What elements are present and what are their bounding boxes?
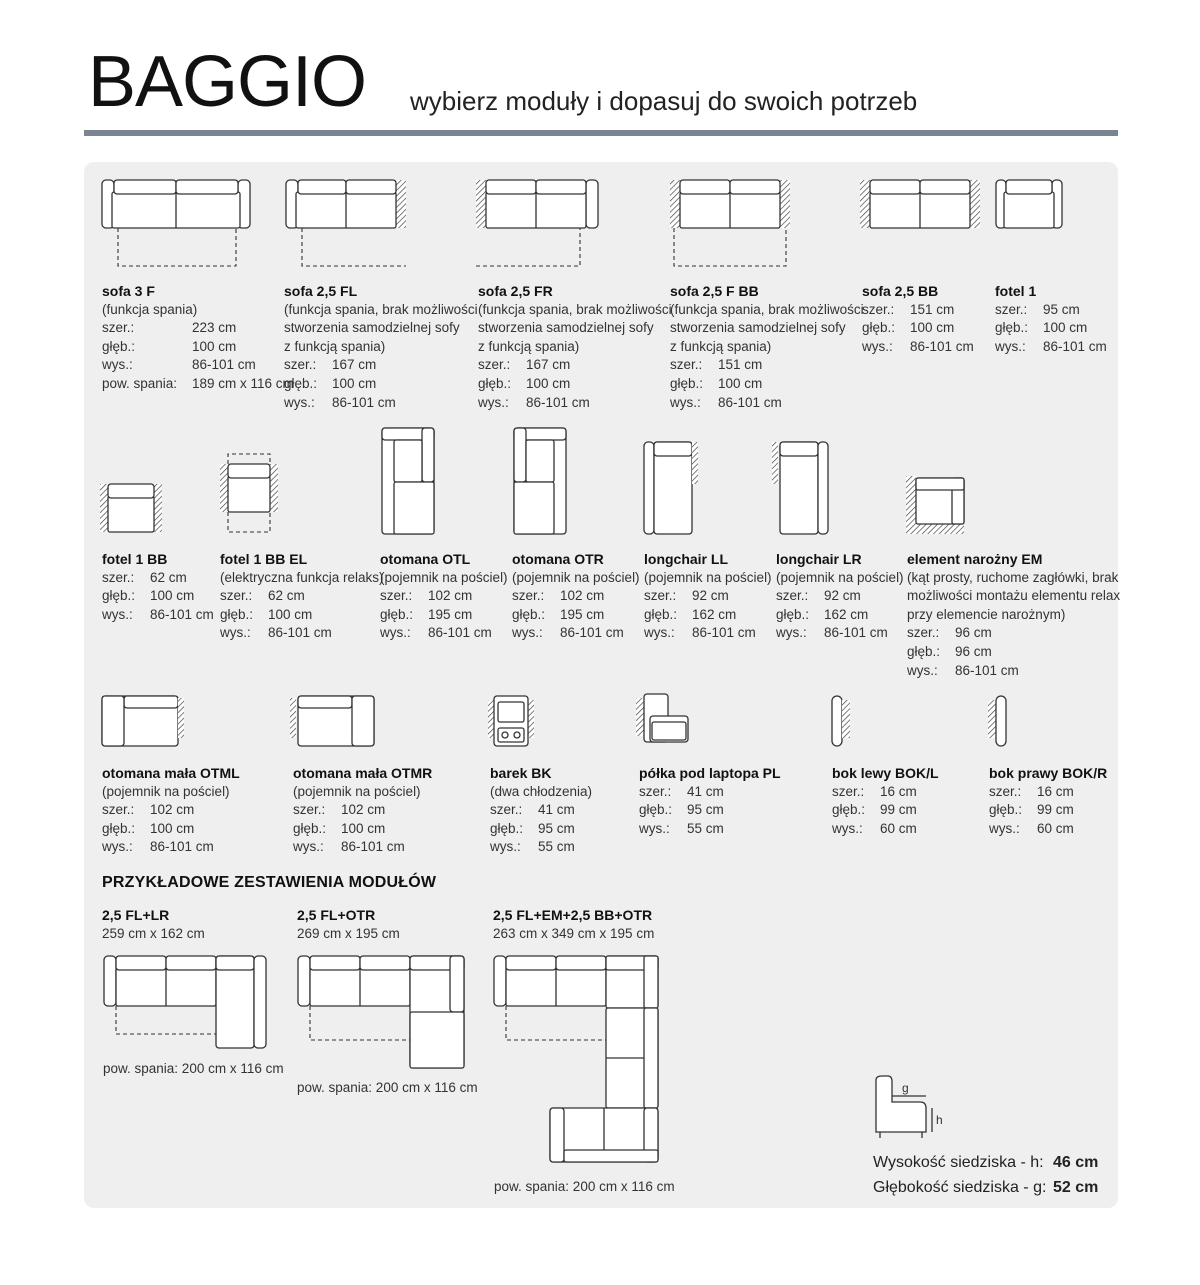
combinations-heading: PRZYKŁADOWE ZESTAWIENIA MODUŁÓW	[102, 874, 437, 891]
spec-label: wys.:	[478, 394, 509, 410]
combo-size: 269 cm x 195 cm	[297, 925, 400, 941]
spec-value: 99 cm	[1037, 802, 1074, 818]
module-name: otomana mała OTMR	[293, 765, 433, 781]
spec-label: głęb.:	[490, 820, 524, 836]
module-name: element narożny EM	[907, 551, 1043, 567]
module-longchair-ll	[644, 550, 772, 643]
spec-value: 162 cm	[692, 606, 737, 622]
sofa-2-5-fr-drawing	[476, 178, 601, 270]
spec-value: 86-101 cm	[718, 394, 782, 410]
spec-value: 100 cm	[192, 338, 237, 354]
spec-value: 92 cm	[692, 588, 729, 604]
spec-label: wys.:	[995, 338, 1026, 354]
spec-value: 100 cm	[268, 606, 313, 622]
spec-value: 86-101 cm	[692, 625, 756, 641]
spec-label: szer.:	[995, 301, 1028, 317]
spec-label: głęb.:	[776, 606, 810, 622]
spec-label: głęb.:	[478, 375, 512, 391]
module-name: longchair LL	[644, 551, 728, 567]
combo-fl-otr-drawing	[296, 954, 471, 1074]
seat-profile-icon	[872, 1074, 952, 1144]
module-sofa-2-5-fbb	[670, 282, 864, 412]
spec-label: szer.:	[102, 569, 135, 585]
spec-label: szer.:	[293, 802, 326, 818]
longchair-ll-drawing	[642, 440, 697, 538]
spec-value: 86-101 cm	[560, 625, 624, 641]
combo-fl-lr-sleep: pow. spania: 200 cm x 116 cm	[103, 1061, 284, 1076]
combo-fl-otr-caption	[297, 906, 400, 943]
spec-label: wys.:	[512, 625, 543, 641]
module-otomana-mala-otml	[102, 764, 240, 857]
spec-label: wys.:	[907, 662, 938, 678]
spec-value: 100 cm	[718, 375, 763, 391]
module-name: barek BK	[490, 765, 552, 781]
module-description: z funkcją spania)	[670, 338, 772, 354]
spec-label: głęb.:	[220, 606, 254, 622]
spec-label: wys.:	[102, 606, 133, 622]
brand-title: BAGGIO	[88, 42, 367, 122]
spec-value: 55 cm	[538, 839, 575, 855]
sofa-3f-drawing	[100, 178, 255, 270]
module-description: stworzenia samodzielnej sofy	[670, 320, 846, 336]
spec-label: wys.:	[776, 625, 807, 641]
spec-label: wys.:	[670, 394, 701, 410]
spec-value: 102 cm	[150, 802, 195, 818]
spec-label: szer.:	[220, 588, 253, 604]
spec-value: 55 cm	[687, 820, 724, 836]
spec-value: 100 cm	[150, 588, 195, 604]
spec-label: szer.:	[644, 588, 677, 604]
sofa-2-5-fbb-drawing	[670, 178, 795, 270]
spec-value: 167 cm	[332, 357, 377, 373]
spec-value: 86-101 cm	[150, 606, 214, 622]
module-name: fotel 1 BB	[102, 551, 168, 567]
module-fotel-1	[995, 282, 1107, 356]
spec-value: 167 cm	[526, 357, 571, 373]
module-description: (funkcja spania)	[102, 301, 198, 317]
module-fotel-1-bb-el	[220, 550, 384, 643]
combo-fl-otr-sleep: pow. spania: 200 cm x 116 cm	[297, 1080, 478, 1095]
spec-value: 102 cm	[560, 588, 605, 604]
fotel-1-bb-el-drawing	[220, 452, 285, 538]
spec-value: 95 cm	[538, 820, 575, 836]
spec-value: 100 cm	[526, 375, 571, 391]
spec-label: wys.:	[284, 394, 315, 410]
spec-label: szer.:	[832, 783, 865, 799]
module-barek-bk	[490, 764, 592, 857]
combo-fl-lr-drawing	[102, 954, 272, 1054]
spec-label: szer.:	[776, 588, 809, 604]
spec-value: 86-101 cm	[526, 394, 590, 410]
spec-label: głęb.:	[102, 338, 136, 354]
spec-label: szer.:	[490, 802, 523, 818]
module-description: (kąt prosty, ruchome zagłówki, brak	[907, 569, 1119, 585]
spec-value: 60 cm	[880, 820, 917, 836]
seat-height-value: 46 cm	[1053, 1154, 1099, 1171]
module-name: sofa 2,5 FL	[284, 283, 358, 299]
spec-value: 102 cm	[428, 588, 473, 604]
combo-name: 2,5 FL+OTR	[297, 907, 376, 923]
module-description: (dwa chłodzenia)	[490, 783, 593, 799]
module-description: (elektryczna funkcja relaks)	[220, 569, 384, 585]
spec-value: 62 cm	[268, 588, 305, 604]
spec-label: wys.:	[832, 820, 863, 836]
module-name: półka pod laptopa PL	[639, 765, 781, 781]
combo-fl-em-bb-otr-caption	[493, 906, 654, 943]
module-sofa-3f	[102, 282, 294, 394]
spec-label: wys.:	[102, 839, 133, 855]
combo-size: 263 cm x 349 cm x 195 cm	[493, 925, 655, 941]
spec-label: szer.:	[102, 320, 135, 336]
spec-value: 86-101 cm	[150, 839, 214, 855]
polka-pod-laptopa-pl-drawing	[636, 692, 696, 750]
module-otomana-otl	[380, 550, 508, 643]
spec-value: 86-101 cm	[824, 625, 888, 641]
spec-value: 151 cm	[910, 301, 955, 317]
spec-value: 102 cm	[341, 802, 386, 818]
module-element-narozny-em	[907, 550, 1120, 680]
spec-label: głęb.:	[670, 375, 704, 391]
spec-label: głęb.:	[284, 375, 318, 391]
spec-value: 96 cm	[955, 625, 992, 641]
spec-label: wys.:	[490, 839, 521, 855]
bok-lewy-bokl-drawing	[830, 694, 860, 750]
spec-value: 86-101 cm	[428, 625, 492, 641]
module-otomana-mala-otmr	[293, 764, 432, 857]
spec-value: 100 cm	[150, 820, 195, 836]
spec-label: szer.:	[862, 301, 895, 317]
spec-value: 92 cm	[824, 588, 861, 604]
spec-value: 100 cm	[341, 820, 386, 836]
module-description: stworzenia samodzielnej sofy	[478, 320, 654, 336]
spec-value: 95 cm	[687, 802, 724, 818]
spec-label: głęb.:	[644, 606, 678, 622]
module-description: przy elemencie narożnym)	[907, 606, 1066, 622]
module-description: (funkcja spania, brak możliwości	[478, 301, 672, 317]
spec-value: 151 cm	[718, 357, 763, 373]
spec-value: 86-101 cm	[910, 338, 974, 354]
spec-label: głęb.:	[512, 606, 546, 622]
module-polka-pod-laptopa-pl	[639, 764, 781, 838]
spec-label: głęb.:	[102, 820, 136, 836]
longchair-lr-drawing	[772, 440, 832, 538]
combo-fl-em-bb-otr-sleep: pow. spania: 200 cm x 116 cm	[494, 1179, 675, 1194]
spec-value: 162 cm	[824, 606, 869, 622]
spec-label: wys.:	[380, 625, 411, 641]
spec-value: 95 cm	[1043, 301, 1080, 317]
module-description: (pojemnik na pościel)	[102, 783, 230, 799]
otomana-mala-otmr-drawing	[290, 694, 380, 750]
spec-value: 99 cm	[880, 802, 917, 818]
spec-value: 100 cm	[332, 375, 377, 391]
module-description: możliwości montażu elementu relax	[907, 588, 1121, 604]
page-subtitle: wybierz moduły i dopasuj do swoich potrzeb	[410, 86, 918, 116]
seat-height-label: Wysokość siedziska - h:	[873, 1154, 1044, 1171]
spec-value: 62 cm	[150, 569, 187, 585]
spec-label: szer.:	[670, 357, 703, 373]
spec-label: szer.:	[478, 357, 511, 373]
module-sofa-2-5-fr	[478, 282, 672, 412]
module-description: (funkcja spania, brak możliwości	[284, 301, 478, 317]
spec-label: szer.:	[284, 357, 317, 373]
barek-bk-drawing	[488, 694, 538, 750]
spec-label: wys.:	[220, 625, 251, 641]
module-description: (funkcja spania, brak możliwości	[670, 301, 864, 317]
module-name: fotel 1	[995, 283, 1037, 299]
otomana-otr-drawing	[512, 426, 572, 538]
spec-value: 86-101 cm	[955, 662, 1019, 678]
otomana-otl-drawing	[380, 426, 440, 538]
element-narozny-em-drawing	[906, 476, 971, 538]
module-name: sofa 2,5 F BB	[670, 283, 759, 299]
module-description: (pojemnik na pościel)	[293, 783, 421, 799]
spec-label: szer.:	[512, 588, 545, 604]
spec-value: 86-101 cm	[332, 394, 396, 410]
fotel-1-bb-drawing	[100, 484, 165, 536]
spec-label: wys.:	[989, 820, 1020, 836]
spec-value: 60 cm	[1037, 820, 1074, 836]
module-name: sofa 2,5 FR	[478, 283, 553, 299]
spec-value: 86-101 cm	[192, 357, 256, 373]
spec-label: szer.:	[102, 802, 135, 818]
spec-value: 86-101 cm	[341, 839, 405, 855]
module-description: (pojemnik na pościel)	[644, 569, 772, 585]
module-longchair-lr	[776, 550, 904, 643]
module-name: bok lewy BOK/L	[832, 765, 939, 781]
spec-value: 86-101 cm	[1043, 338, 1107, 354]
spec-value: 195 cm	[560, 606, 605, 622]
spec-value: 100 cm	[910, 320, 955, 336]
module-name: longchair LR	[776, 551, 862, 567]
module-name: otomana mała OTML	[102, 765, 240, 781]
spec-label: głęb.:	[995, 320, 1029, 336]
seat-height-letter: h	[936, 1113, 943, 1127]
spec-label: głęb.:	[639, 802, 673, 818]
spec-label: głęb.:	[832, 802, 866, 818]
module-name: sofa 2,5 BB	[862, 283, 939, 299]
module-otomana-otr	[512, 550, 640, 643]
module-sofa-2-5-bb	[862, 282, 974, 356]
spec-label: szer.:	[380, 588, 413, 604]
spec-label: szer.:	[989, 783, 1022, 799]
spec-label: głęb.:	[862, 320, 896, 336]
spec-value: 41 cm	[687, 783, 724, 799]
spec-value: 195 cm	[428, 606, 473, 622]
spec-label: wys.:	[102, 357, 133, 373]
spec-label: głęb.:	[989, 802, 1023, 818]
module-name: fotel 1 BB EL	[220, 551, 308, 567]
spec-label: głęb.:	[293, 820, 327, 836]
bok-prawy-bokr-drawing	[988, 694, 1018, 750]
module-sofa-2-5-fl	[284, 282, 478, 412]
combo-fl-lr-caption	[102, 906, 205, 943]
module-bok-prawy-bokr	[989, 764, 1107, 838]
spec-value: 96 cm	[955, 643, 992, 659]
spec-label: szer.:	[639, 783, 672, 799]
module-description: z funkcją spania)	[284, 338, 386, 354]
module-name: otomana OTR	[512, 551, 604, 567]
spec-label: wys.:	[639, 820, 670, 836]
spec-label: głęb.:	[102, 588, 136, 604]
header-divider	[84, 130, 1118, 136]
combo-size: 259 cm x 162 cm	[102, 925, 205, 941]
module-description: (pojemnik na pościel)	[380, 569, 508, 585]
module-fotel-1-bb	[102, 550, 214, 624]
seat-depth-label: Głębokość siedziska - g:	[873, 1179, 1047, 1196]
seat-dimensions	[873, 1150, 1099, 1200]
spec-value: 100 cm	[1043, 320, 1088, 336]
spec-value: 189 cm x 116 cm	[192, 375, 294, 391]
spec-label: wys.:	[293, 839, 324, 855]
spec-value: 223 cm	[192, 320, 237, 336]
spec-label: głęb.:	[907, 643, 941, 659]
spec-value: 41 cm	[538, 802, 575, 818]
otomana-mala-otml-drawing	[100, 694, 185, 750]
spec-label: wys.:	[644, 625, 675, 641]
module-description: (pojemnik na pościel)	[776, 569, 904, 585]
sofa-2-5-bb-drawing	[860, 178, 985, 233]
spec-label: szer.:	[907, 625, 940, 641]
module-name: otomana OTL	[380, 551, 471, 567]
module-description: z funkcją spania)	[478, 338, 580, 354]
fotel-1-drawing	[994, 178, 1069, 233]
spec-label: pow. spania:	[102, 375, 178, 391]
sofa-2-5-fl-drawing	[284, 178, 409, 270]
spec-value: 16 cm	[880, 783, 917, 799]
module-name: bok prawy BOK/R	[989, 765, 1108, 781]
module-description: (pojemnik na pościel)	[512, 569, 640, 585]
module-description: stworzenia samodzielnej sofy	[284, 320, 460, 336]
spec-label: głęb.:	[380, 606, 414, 622]
combo-name: 2,5 FL+EM+2,5 BB+OTR	[493, 907, 653, 923]
seat-depth-value: 52 cm	[1053, 1179, 1099, 1196]
combo-name: 2,5 FL+LR	[102, 907, 170, 923]
module-bok-lewy-bokl	[832, 764, 939, 838]
spec-value: 86-101 cm	[268, 625, 332, 641]
spec-label: wys.:	[862, 338, 893, 354]
module-name: sofa 3 F	[102, 283, 155, 299]
spec-value: 16 cm	[1037, 783, 1074, 799]
combo-fl-em-bb-otr-drawing	[492, 954, 667, 1169]
seat-depth-letter: g	[902, 1081, 909, 1095]
